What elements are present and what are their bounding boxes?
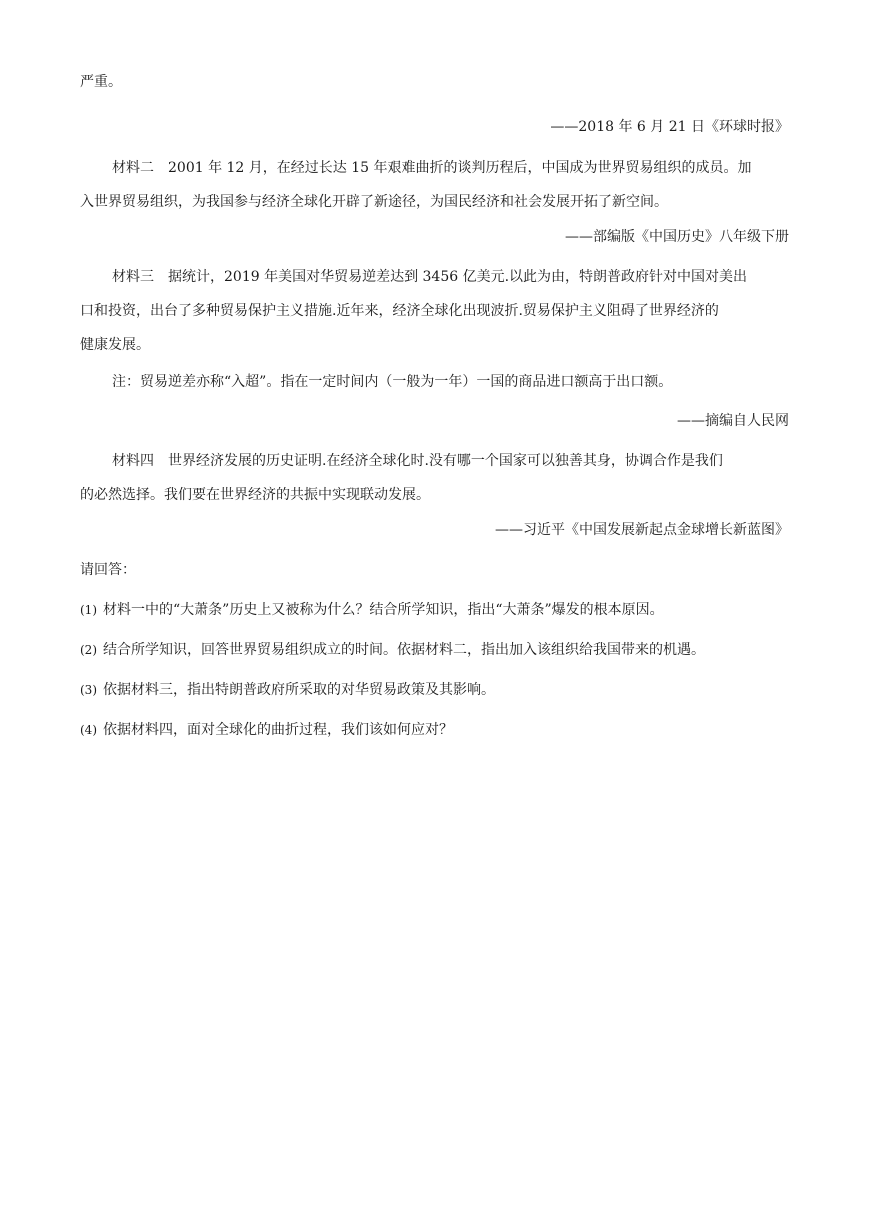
material3-line3: 健康发展。 [80,337,150,353]
question-number: (2) [80,643,97,657]
question-number: (4) [80,723,97,737]
question-text: 结合所学知识，回答世界贸易组织成立的时间。依据材料二，指出加入该组织给我国带来的机遇。 [103,642,705,658]
material3-line1: 材料三 据统计，2019 年美国对华贸易逆差达到 3456 亿美元.以此为由，特朗普政府针对中国对美出 [112,269,748,285]
material4-line2: 的必然选择。我们要在世界经济的共振中实现联动发展。 [80,487,430,503]
material2-line2: 入世界贸易组织，为我国参与经济全球化开辟了新途径，为国民经济和社会发展开拓了新空间。 [80,194,668,210]
question-4 [80,720,453,740]
material3-note: 注：贸易逆差亦称“入超”。指在一定时间内（一般为一年）一国的商品进口额高于出口额。 [112,374,673,390]
question-number: (1) [80,603,97,617]
question-number: (3) [80,683,97,697]
question-1 [80,600,664,620]
question-text: 依据材料四，面对全球化的曲折过程，我们该如何应对？ [103,722,453,738]
intro-tail-text: 严重。 [80,74,122,90]
answer-prompt: 请回答： [80,562,136,578]
source-citation-4: ——习近平《中国发展新起点金球增长新蓝图》 [495,522,789,538]
question-text: 材料一中的“大萧条”历史上又被称为什么？结合所学知识，指出“大萧条”爆发的根本原因。 [103,602,664,618]
question-text: 依据材料三，指出特朗普政府所采取的对华贸易政策及其影响。 [103,682,495,698]
material2-line1: 材料二 2001 年 12 月，在经过长达 15 年艰难曲折的谈判历程后，中国成为世界贸易组织的成员。加 [112,160,752,176]
question-2 [80,640,705,660]
source-citation-3: ——摘编自人民网 [677,413,789,429]
source-citation-1: ——2018 年 6 月 21 日《环球时报》 [550,119,789,135]
material3-line2: 口和投资，出台了多种贸易保护主义措施.近年来，经济全球化出现波折.贸易保护主义阻碍了世界经济的 [80,303,719,319]
material4-line1: 材料四 世界经济发展的历史证明.在经济全球化时.没有哪一个国家可以独善其身，协调合作是我们 [112,453,723,469]
source-citation-2: ——部编版《中国历史》八年级下册 [565,229,789,245]
question-3 [80,680,495,700]
